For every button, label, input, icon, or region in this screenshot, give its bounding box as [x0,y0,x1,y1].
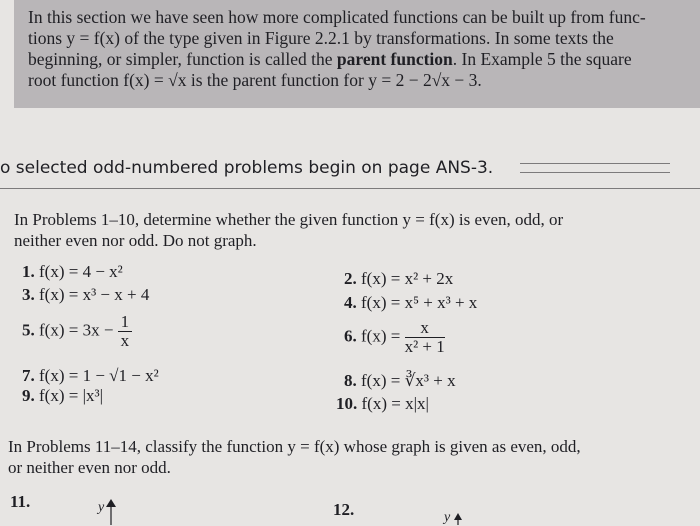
problem-11-y-axis-label: y [98,500,105,515]
problem-9: 9. f(x) = |x³| [22,386,103,405]
intro-line-3-post: . In Example 5 the square [452,49,632,69]
intro-line-3 [28,49,632,69]
problem-6: 6. f(x) = $\frac{x}{\text{x² + 1}}$ [344,318,445,356]
intro-line-1: In this section we have seen how more complicated functions can be built up from func- [28,7,646,27]
intro-line-4: root function f(x) = √x is the parent function for y = 2 − 2√x − 3. [28,70,482,90]
instructions-11-14-line-2: or neither even nor odd. [8,458,171,477]
rule-2 [520,172,670,173]
intro-line-3-pre: beginning, or simpler, function is called the [28,49,337,69]
problem-6-fraction: $\frac{x}{\text{x² + 1}}$ [404,318,445,356]
problem-5: 5. f(x) = 3x − $\frac{1}{x}$ [22,313,132,350]
problem-12-y-axis-arrow-icon [452,512,464,525]
problem-7: 7. f(x) = 1 − √1 − x² [22,366,159,385]
rule-3 [0,188,700,189]
problem-8: 8. f(x) = ∛x³ + x [344,371,456,390]
instructions-1-10-line-1: In Problems 1–10, determine whether the given function y = f(x) is even, odd, or [14,210,564,229]
problem-1: 1. f(x) = 4 − x² [22,262,123,281]
problem-10: 10. f(x) = x|x| [336,394,429,413]
problem-11-y-axis-arrow-icon [104,498,118,525]
instructions-11-14-line-1: In Problems 11–14, classify the function y = f(x) whose graph is given as even, odd, [8,437,581,456]
problem-2: 2. f(x) = x² + 2x [344,269,454,288]
rule-1 [520,163,670,164]
answers-note: o selected odd-numbered problems begin on page ANS-3. [0,158,494,178]
intro-box [14,0,700,108]
intro-line-2: tions y = f(x) of the type given in Figure 2.2.1 by transformations. In some texts the [28,28,614,48]
problem-4: 4. f(x) = x⁵ + x³ + x [344,293,478,312]
problem-11: 11. [10,492,31,511]
instructions-1-10-line-2: neither even nor odd. Do not graph. [14,231,257,250]
problem-5-fraction: $\frac{1}{x}$ [118,313,133,350]
problem-12-y-axis-label: y [444,510,451,525]
problem-3: 3. f(x) = x³ − x + 4 [22,285,150,304]
parent-function-term: parent function [336,49,453,69]
problem-12: 12. [333,500,355,519]
